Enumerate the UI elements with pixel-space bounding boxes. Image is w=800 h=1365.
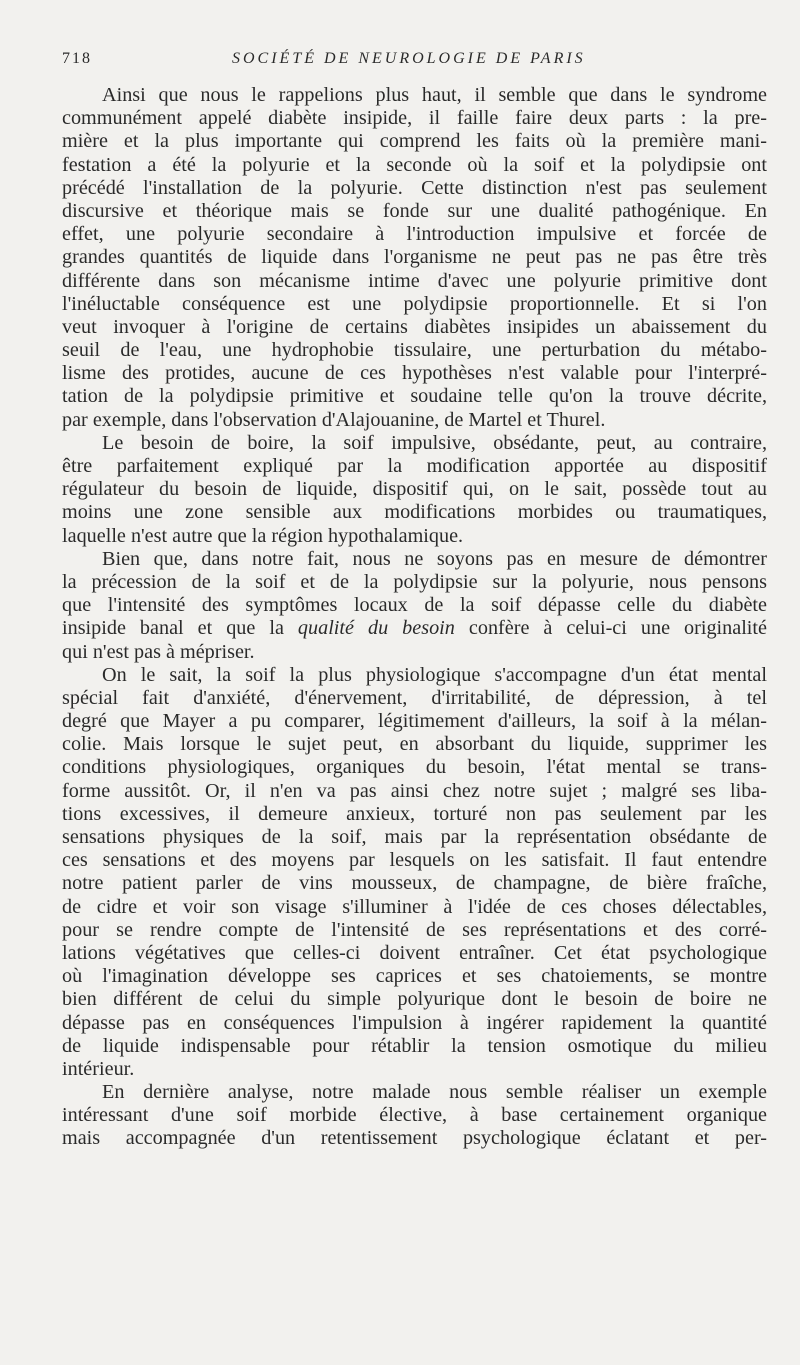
text-line: On le sait, la soif la plus physiologique s'accompagne d'un état mental <box>102 663 767 686</box>
text-line: la précession de la soif et de la polydipsie sur la polyurie, nous pensons <box>62 570 767 593</box>
text-line: mière et la plus importante qui comprend les faits où la première mani- <box>62 130 767 153</box>
text-line: dépasse pas en conséquences l'impulsion à ingérer rapidement la quantité <box>62 1011 767 1034</box>
text-line: Bien que, dans notre fait, nous ne soyons pas en mesure de démontrer <box>102 547 767 570</box>
page-number: 718 <box>62 50 92 67</box>
text-line: conditions physiologiques, organiques du besoin, l'état mental se trans- <box>62 756 767 779</box>
text-line: insipide banal et que la qualité du besoin confère à celui-ci une originalité <box>62 617 767 640</box>
text-line: colie. Mais lorsque le sujet peut, en absorbant du liquide, supprimer les <box>62 733 767 756</box>
text-line: En dernière analyse, notre malade nous semble réaliser un exemple <box>102 1081 767 1104</box>
text-line: forme aussitôt. Or, il n'en va pas ainsi chez notre sujet ; malgré ses liba- <box>62 779 767 802</box>
page-header <box>62 50 760 76</box>
body-text <box>62 84 767 1151</box>
text-line: que l'intensité des symptômes locaux de la soif dépasse celle du diabète <box>62 594 767 617</box>
text-line: lations végétatives que celles-ci doivent entraîner. Cet état psychologique <box>62 941 767 964</box>
text-line: effet, une polyurie secondaire à l'introduction impulsive et forcée de <box>62 223 767 246</box>
text-line: degré que Mayer a pu comparer, légitimement d'ailleurs, la soif à la mélan- <box>62 710 767 733</box>
text-line: spécial fait d'anxiété, d'énervement, d'irritabilité, de dépression, à tel <box>62 686 767 709</box>
text-line: qui n'est pas à mépriser. <box>62 640 255 663</box>
text-line: précédé l'installation de la polyurie. Cette distinction n'est pas seulement <box>62 176 767 199</box>
text-line: grandes quantités de liquide dans l'organisme ne peut pas ne pas être très <box>62 246 767 269</box>
text-line: par exemple, dans l'observation d'Alajouanine, de Martel et Thurel. <box>62 408 606 431</box>
running-title: SOCIÉTÉ DE NEUROLOGIE DE PARIS <box>232 50 586 67</box>
text-line: lisme des protides, aucune de ces hypothèses n'est valable pour l'interpré- <box>62 362 767 385</box>
text-line: veut invoquer à l'origine de certains diabètes insipides un abaissement du <box>62 315 767 338</box>
text-line: notre patient parler de vins mousseux, de champagne, de bière fraîche, <box>62 872 767 895</box>
text-line: sensations physiques de la soif, mais par la représentation obsédante de <box>62 826 767 848</box>
text-line: intérieur. <box>62 1057 135 1080</box>
text-line: festation a été la polyurie et la seconde où la soif et la polydipsie ont <box>62 153 767 176</box>
text-line: ces sensations et des moyens par lesquels on les satisfait. Il faut entendre <box>62 849 767 872</box>
text-line: laquelle n'est autre que la région hypothalamique. <box>62 524 464 547</box>
text-line: communément appelé diabète insipide, il faille faire deux parts : la pre- <box>62 107 767 130</box>
text-line: où l'imagination développe ses caprices et ses chatoiements, se montre <box>62 965 767 988</box>
text-line: de liquide indispensable pour rétablir la tension osmotique du milieu <box>62 1034 767 1057</box>
text-line: moins une zone sensible aux modifications morbides ou traumatiques, <box>62 501 767 524</box>
text-line: seuil de l'eau, une hydrophobie tissulaire, une perturbation du métabo- <box>62 339 767 362</box>
text-line: Le besoin de boire, la soif impulsive, obsédante, peut, au contraire, <box>102 431 767 454</box>
text-line: pour se rendre compte de l'intensité de ses représentations et des corré- <box>62 918 767 941</box>
text-line: l'inéluctable conséquence est une polydipsie proportionnelle. Et si l'on <box>62 292 767 315</box>
text-line: mais accompagnée d'un retentissement psychologique éclatant et per- <box>62 1127 767 1150</box>
text-line: tation de la polydipsie primitive et soudaine telle qu'on la trouve décrite, <box>62 385 767 408</box>
text-line: régulateur du besoin de liquide, dispositif qui, on le sait, possède tout au <box>62 478 767 501</box>
text-line: être parfaitement expliqué par la modification apportée au dispositif <box>62 455 767 477</box>
text-line: discursive et théorique mais se fonde sur une dualité pathogénique. En <box>62 199 767 222</box>
text-line: intéressant d'une soif morbide élective, à base certainement organique <box>62 1104 767 1127</box>
text-line: Ainsi que nous le rappelions plus haut, il semble que dans le syndrome <box>102 84 767 106</box>
text-line: tions excessives, il demeure anxieux, torturé non pas seulement par les <box>62 802 767 825</box>
text-line: différente dans son mécanisme intime d'avec une polyurie primitive dont <box>62 269 767 292</box>
text-line: bien différent de celui du simple polyurique dont le besoin de boire ne <box>62 988 767 1011</box>
text-line: de cidre et voir son visage s'illuminer à l'idée de ces choses délectables, <box>62 895 767 918</box>
